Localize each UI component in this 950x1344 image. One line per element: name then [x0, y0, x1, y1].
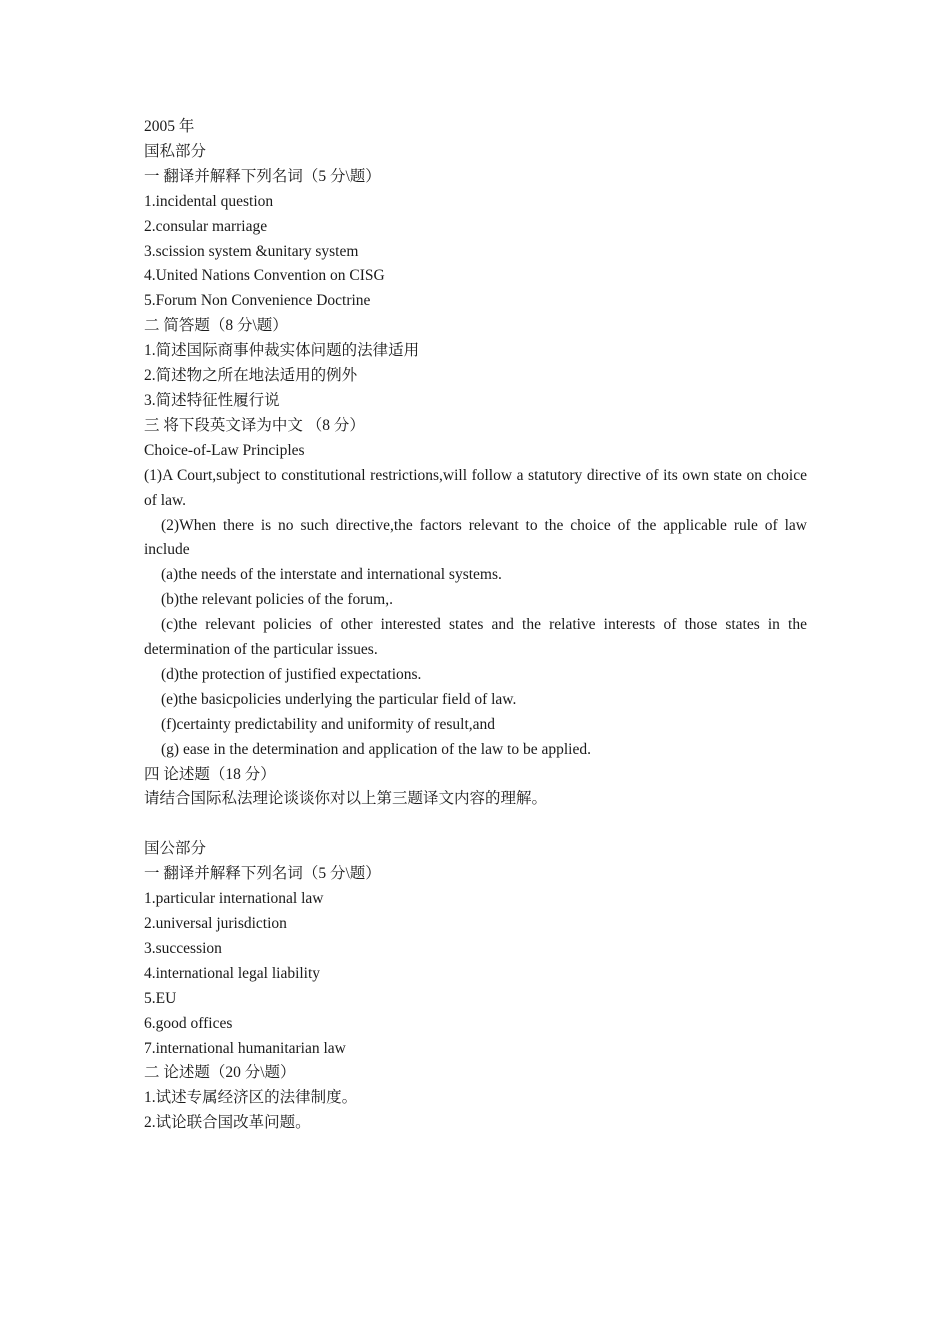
private-s3-heading: 三 将下段英文译为中文 （8 分）	[144, 416, 365, 434]
public-s1-term: 4.international legal liability	[144, 964, 321, 982]
exam-year: 2005 年	[144, 118, 195, 135]
passage-factor: (a)the needs of the interstate and international systems.	[161, 566, 502, 584]
public-s1-term: 3.succession	[144, 939, 222, 957]
private-s1-term: 5.Forum Non Convenience Doctrine	[144, 292, 371, 310]
exam-document	[144, 115, 807, 1136]
passage-factor: (g) ease in the determination and application of the law to be applied.	[161, 740, 591, 758]
public-s1-term: 5.EU	[144, 989, 177, 1007]
public-law-part-title: 国公部分	[144, 840, 207, 858]
section-spacer	[144, 812, 807, 837]
private-law-part-title: 国私部分	[144, 142, 207, 160]
private-s2-question: 2.简述物之所在地法适用的例外	[144, 367, 358, 385]
public-s1-term: 7.international humanitarian law	[144, 1039, 346, 1057]
passage-paragraph-1: (1)A Court,subject to constitutional restrictions,will follow a statutory directive of its own state on choice of law.	[144, 466, 807, 509]
private-s2-heading: 二 简答题（8 分\题）	[144, 317, 288, 335]
passage-paragraph-2: (2)When there is no such directive,the factors relevant to the choice of the applicable rule of law include	[144, 516, 807, 559]
private-s1-term: 2.consular marriage	[144, 217, 268, 235]
passage-factor: (d)the protection of justified expectations.	[161, 665, 422, 683]
passage-factor: (b)the relevant policies of the forum,.	[161, 591, 393, 609]
public-s2-question: 1.试述专属经济区的法律制度。	[144, 1089, 358, 1107]
public-s1-term: 1.particular international law	[144, 890, 324, 908]
private-s1-heading: 一 翻译并解释下列名词（5 分\题）	[144, 167, 381, 185]
public-s1-heading: 一 翻译并解释下列名词（5 分\题）	[144, 865, 381, 883]
public-s1-term: 2.universal jurisdiction	[144, 914, 287, 932]
private-s2-question: 3.简述特征性履行说	[144, 391, 280, 409]
passage-factor: (f)certainty predictability and uniformity of result,and	[161, 715, 495, 733]
public-s2-heading: 二 论述题（20 分\题）	[144, 1064, 296, 1082]
private-s1-term: 4.United Nations Convention on CISG	[144, 267, 385, 285]
private-s4-question: 请结合国际私法理论谈谈你对以上第三题译文内容的理解。	[144, 790, 548, 808]
private-s2-question: 1.简述国际商事仲裁实体问题的法律适用	[144, 342, 420, 360]
private-s1-term: 3.scission system &unitary system	[144, 242, 359, 260]
public-s1-term: 6.good offices	[144, 1014, 233, 1032]
passage-factor: (e)the basicpolicies underlying the particular field of law.	[161, 690, 517, 708]
public-s2-question: 2.试论联合国改革问题。	[144, 1114, 311, 1132]
private-s1-term: 1.incidental question	[144, 192, 274, 210]
passage-title: Choice-of-Law Principles	[144, 441, 305, 459]
passage-factor: (c)the relevant policies of other interested states and the relative interests of those states in the determination of the particular issues.	[144, 616, 807, 659]
private-s4-heading: 四 论述题（18 分）	[144, 765, 276, 783]
